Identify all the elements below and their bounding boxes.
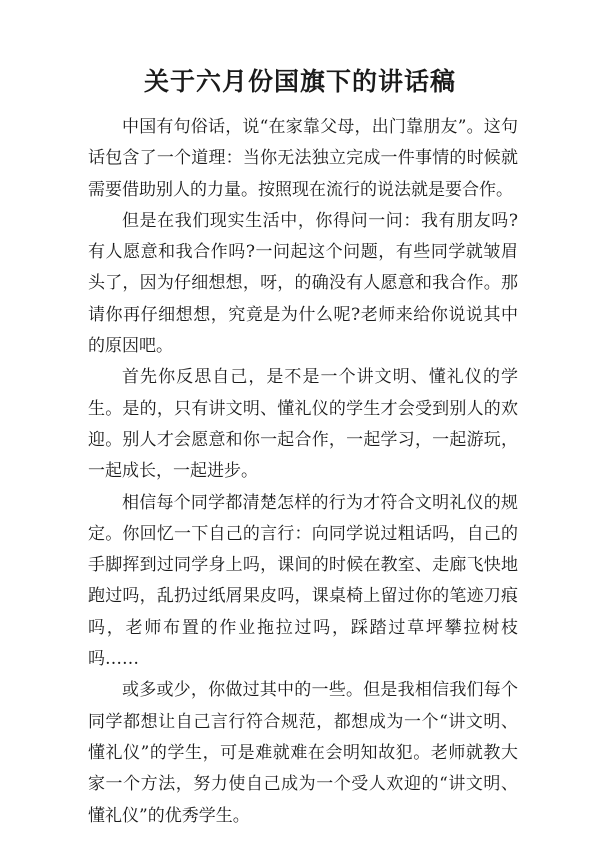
paragraph-2: 但是在我们现实生活中，你得问一问：我有朋友吗?有人愿意和我合作吗?一问起这个问题，有些同学就皱眉头了，因为仔细想想，呀，的确没有人愿意和我合作。那请你再仔细想想，究竟是为什么呢?老师来给你说说其中的原因吧。: [88, 210, 518, 357]
paragraph-4: 相信每个同学都清楚怎样的行为才符合文明礼仪的规定。你回忆一下自己的言行：向同学说过粗话吗，自己的手脚挥到过同学身上吗，课间的时候在教室、走廊飞快地跑过吗，乱扔过纸屑果皮吗，课桌椅上留过你的笔迹刀痕吗，老师布置的作业拖拉过吗，踩踏过草坪攀拉树枝吗……: [88, 492, 518, 670]
document-body: [88, 112, 518, 832]
document-title: 关于六月份国旗下的讲话稿: [143, 67, 456, 96]
paragraph-5: 或多或少，你做过其中的一些。但是我相信我们每个同学都想让自己言行符合规范，都想成为一个“讲文明、懂礼仪”的学生，可是难就难在会明知故犯。老师就教大家一个方法，努力使自己成为一个受人欢迎的“讲文明、懂礼仪”的优秀学生。: [88, 680, 518, 826]
paragraph-3: 首先你反思自己，是不是一个讲文明、懂礼仪的学生。是的，只有讲文明、懂礼仪的学生才会受到别人的欢迎。别人才会愿意和你一起合作，一起学习，一起游玩，一起成长，一起进步。: [88, 367, 518, 482]
paragraph-1: 中国有句俗话，说“在家靠父母，出门靠朋友”。这句话包含了一个道理：当你无法独立完成一件事情的时候就需要借助别人的力量。按照现在流行的说法就是要合作。: [88, 117, 518, 200]
